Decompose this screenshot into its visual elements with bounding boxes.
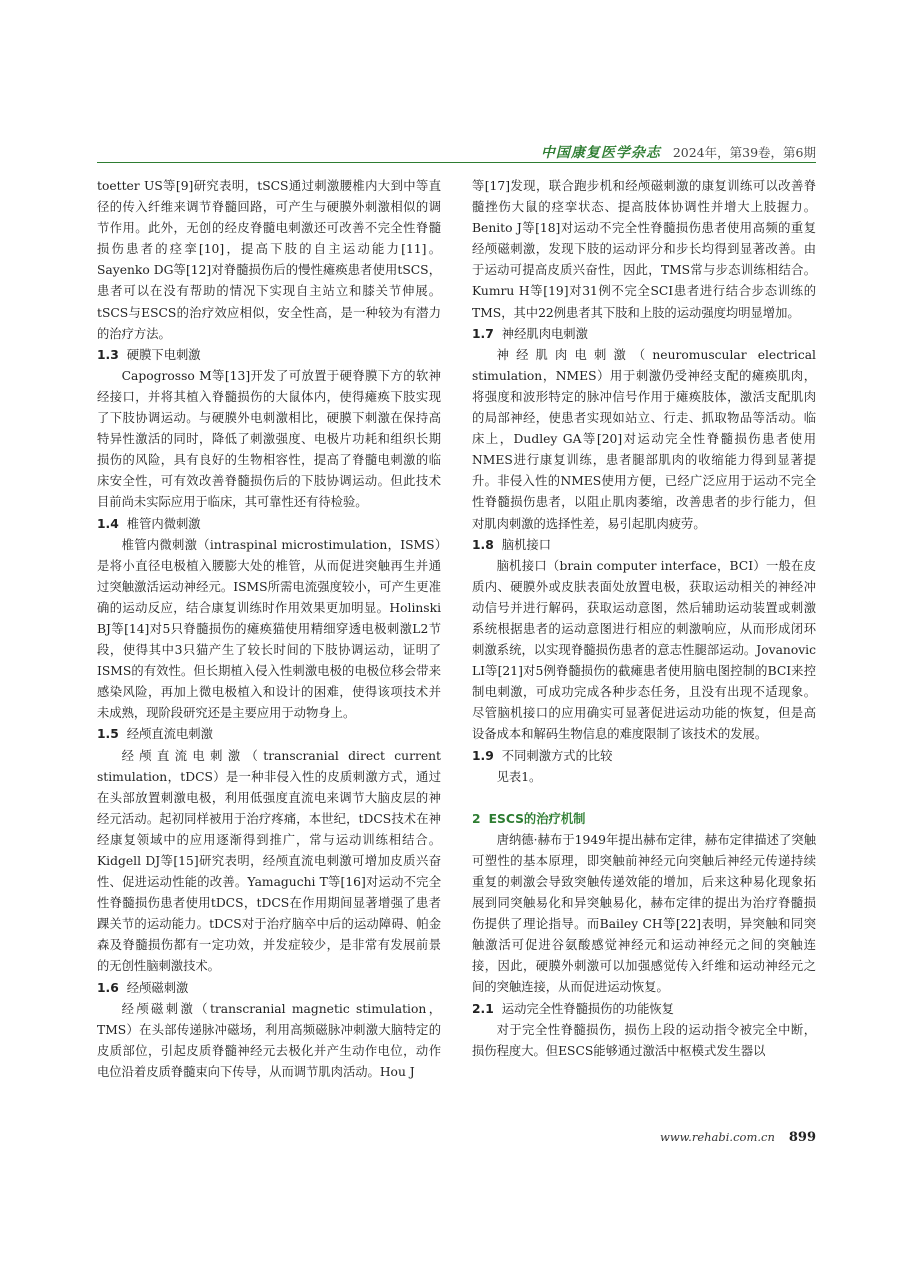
section-number: 1.4 (97, 516, 119, 531)
section-heading-1-9 (472, 746, 816, 767)
running-header (541, 142, 816, 162)
section-heading-1-3 (97, 345, 441, 366)
section-title: 运动完全性脊髓损伤的功能恢复 (501, 1001, 674, 1016)
right-column (472, 176, 816, 1062)
paragraph-continued: 等[17]发现，联合跑步机和经颅磁刺激的康复训练可以改善脊髓挫伤大鼠的痉挛状态、提高肢体协调性并增大上肢握力。Benito J等[18]对运动不完全性脊髓损伤患者使用高频的重复经颅磁刺激，发现下肢的运动评分和步长均得到显著改善。由于运动可提高皮质兴奋性，因此，TMS常与步态训练相结合。Kumru H等[19]对31例不完全SCI患者进行结合步态训练的TMS，其中22例患者其下肢和上肢的运动强度均明显增加。 (472, 179, 816, 320)
section-heading-2 (472, 809, 816, 830)
section-title: 不同刺激方式的比较 (501, 748, 613, 763)
section-title: 神经肌肉电刺激 (501, 326, 588, 341)
section-number: 1.9 (472, 748, 494, 763)
page-footer (660, 1130, 816, 1145)
section-number: 1.3 (97, 347, 119, 362)
section-heading-1-8 (472, 535, 816, 556)
section-title: 脑机接口 (501, 537, 551, 552)
section-number: 1.8 (472, 537, 494, 552)
paragraph-1-5: 经颅直流电刺激（transcranial direct current stimulation，tDCS）是一种非侵入性的皮质刺激方式，通过在头部放置刺激电极，利用低强度直流电来调节大脑皮层的神经元活动。起初同样被用于治疗疼痛，本世纪，tDCS技术在神经康复领域中的应用逐渐得到推广，常与运动训练相结合。Kidgell DJ等[15]研究表明，经颅直流电刺激可增加皮质兴奋性、促进运动性能的改善。Yamaguchi T等[16]对运动不完全性脊髓损伤患者使用tDCS，tDCS在作用期间显著增强了患者踝关节的运动能力。tDCS对于治疗脑卒中后的运动障碍、帕金森及脊髓损伤都有一定功效，并发症较少，是非常有发展前景的无创性脑刺激技术。 (97, 748, 441, 974)
paragraph-intro: toetter US等[9]研究表明，tSCS通过刺激腰椎内大到中等直径的传入纤维来调节脊髓回路，可产生与硬膜外刺激相似的调节作用。此外，无创的经皮脊髓电刺激还可改善不完全性脊髓损伤患者的痉挛[10]，提高下肢的自主运动能力[11]。Sayenko DG等[12]对脊髓损伤后的慢性瘫痪患者使用tSCS，患者可以在没有帮助的情况下实现自主站立和膝关节伸展。tSCS与ESCS的治疗效应相似，安全性高，是一种较为有潜力的治疗方法。 (97, 179, 441, 341)
paragraph-2: 唐纳德·赫布于1949年提出赫布定律，赫布定律描述了突触可塑性的基本原理，即突触前神经元向突触后神经元传递持续重复的刺激会导致突触传递效能的增加，后来这种易化现象拓展到同突触易化和异突触易化，赫布定律的提出为治疗脊髓损伤提供了理论指导。而Bailey CH等[22]表明，异突触和同突触激活可促进谷氨酸感觉神经元和运动神经元之间的突触连接，因此，硬膜外刺激可以加强感觉传入纤维和运动神经元之间的突触连接，从而促进运动恢复。 (472, 832, 816, 995)
header-rule (97, 162, 816, 163)
paragraph-1-9: 见表1。 (496, 769, 542, 784)
section-title: 椎管内微刺激 (126, 516, 201, 531)
section-title: 硬膜下电刺激 (126, 347, 201, 362)
issue-info: 2024年，第39卷，第6期 (672, 145, 816, 160)
section-number: 2.1 (472, 1001, 494, 1016)
section-number: 1.6 (97, 980, 119, 995)
paragraph-1-8: 脑机接口（brain computer interface，BCI）一般在皮质内、硬膜外或皮肤表面处放置电极，获取运动相关的神经冲动信号并进行解码，获取运动意图，然后辅助运动装置或刺激系统根据患者的运动意图进行相应的刺激响应，从而形成闭环刺激系统，以实现脊髓损伤患者的意志性腿部运动。Jovanovic LI等[21]对5例脊髓损伤的截瘫患者使用脑电图控制的BCI来控制电刺激，可成功完成各种步态任务，且没有出现不适现象。尽管脑机接口的应用确实可显著促进运动功能的恢复，但是高设备成本和解码生物信息的难度限制了该技术的发展。 (472, 558, 816, 742)
paragraph-1-6: 经颅磁刺激（transcranial magnetic stimulation，TMS）在头部传递脉冲磁场，利用高频磁脉冲刺激大脑特定的皮质部位，引起皮质脊髓神经元去极化并产生动作电位，动作电位沿着皮质脊髓束向下传导，从而调节肌肉活动。Hou J (97, 1001, 441, 1079)
page-number: 899 (788, 1130, 816, 1145)
paragraph-1-7: 神经肌肉电刺激（neuromuscular electrical stimulation，NMES）用于刺激仍受神经支配的瘫痪肌肉，将强度和波形特定的脉冲信号作用于瘫痪肢体，激活支配肌肉的局部神经，使患者实现如站立、行走、抓取物品等活动。临床上，Dudley GA等[20]对运动完全性脊髓损伤患者使用NMES进行康复训练，患者腿部肌肉的收缩能力得到显著提升。非侵入性的NMES使用方便，已经广泛应用于运动不完全性脊髓损伤患者，以阻止肌肉萎缩，改善患者的步行能力，但对肌肉刺激的选择性差，易引起肌肉疲劳。 (472, 347, 816, 531)
paragraph-1-3: Capogrosso M等[13]开发了可放置于硬脊膜下方的软神经接口，并将其植入脊髓损伤的大鼠体内，使得瘫痪下肢实现了下肢协调运动。与硬膜外电刺激相比，硬膜下刺激在保持高特异性激活的同时，降低了刺激强度、电极片功耗和组织长期损伤的风险，具有良好的生物相容性，提高了脊髓电刺激的临床安全性，可有效改善脊髓损伤后的下肢协调运动。但此技术目前尚未实际应用于临床，其可靠性还有待检验。 (97, 368, 441, 510)
section-number: 1.7 (472, 326, 494, 341)
section-number: 2 (472, 811, 481, 826)
section-heading-1-4 (97, 514, 441, 535)
section-title: 经颅磁刺激 (126, 980, 189, 995)
section-heading-1-6 (97, 978, 441, 999)
paragraph-1-4: 椎管内微刺激（intraspinal microstimulation，ISMS）是将小直径电极植入腰膨大处的椎管，从而促进突触再生并通过突触激活运动神经元。ISMS所需电流强度较小，可产生更准确的运动反应，结合康复训练时作用效果更加明显。Holinski BJ等[14]对5只脊髓损伤的瘫痪猫使用精细穿透电极刺激L2节段，使得其中3只猫产生了较长时间的下肢协调运动，证明了ISMS的有效性。但长期植入侵入性刺激电极的电极位移会带来感染风险，再加上微电极植入和设计的困难，使得该项技术并未成熟，现阶段研究还是主要应用于动物身上。 (97, 537, 441, 721)
journal-name: 中国康复医学杂志 (540, 145, 661, 161)
left-column (97, 176, 441, 1083)
section-heading-2-1 (472, 999, 816, 1020)
section-number: 1.5 (97, 727, 119, 742)
section-title: ESCS的治疗机制 (488, 811, 586, 826)
journal-url: www.rehabi.com.cn (660, 1130, 775, 1144)
section-heading-1-5 (97, 724, 441, 745)
paragraph-2-1: 对于完全性脊髓损伤，损伤上段的运动指令被完全中断，损伤程度大。但ESCS能够通过激活中枢模式发生器以 (472, 1022, 816, 1058)
section-heading-1-7 (472, 324, 816, 345)
section-title: 经颅直流电刺激 (126, 727, 213, 742)
